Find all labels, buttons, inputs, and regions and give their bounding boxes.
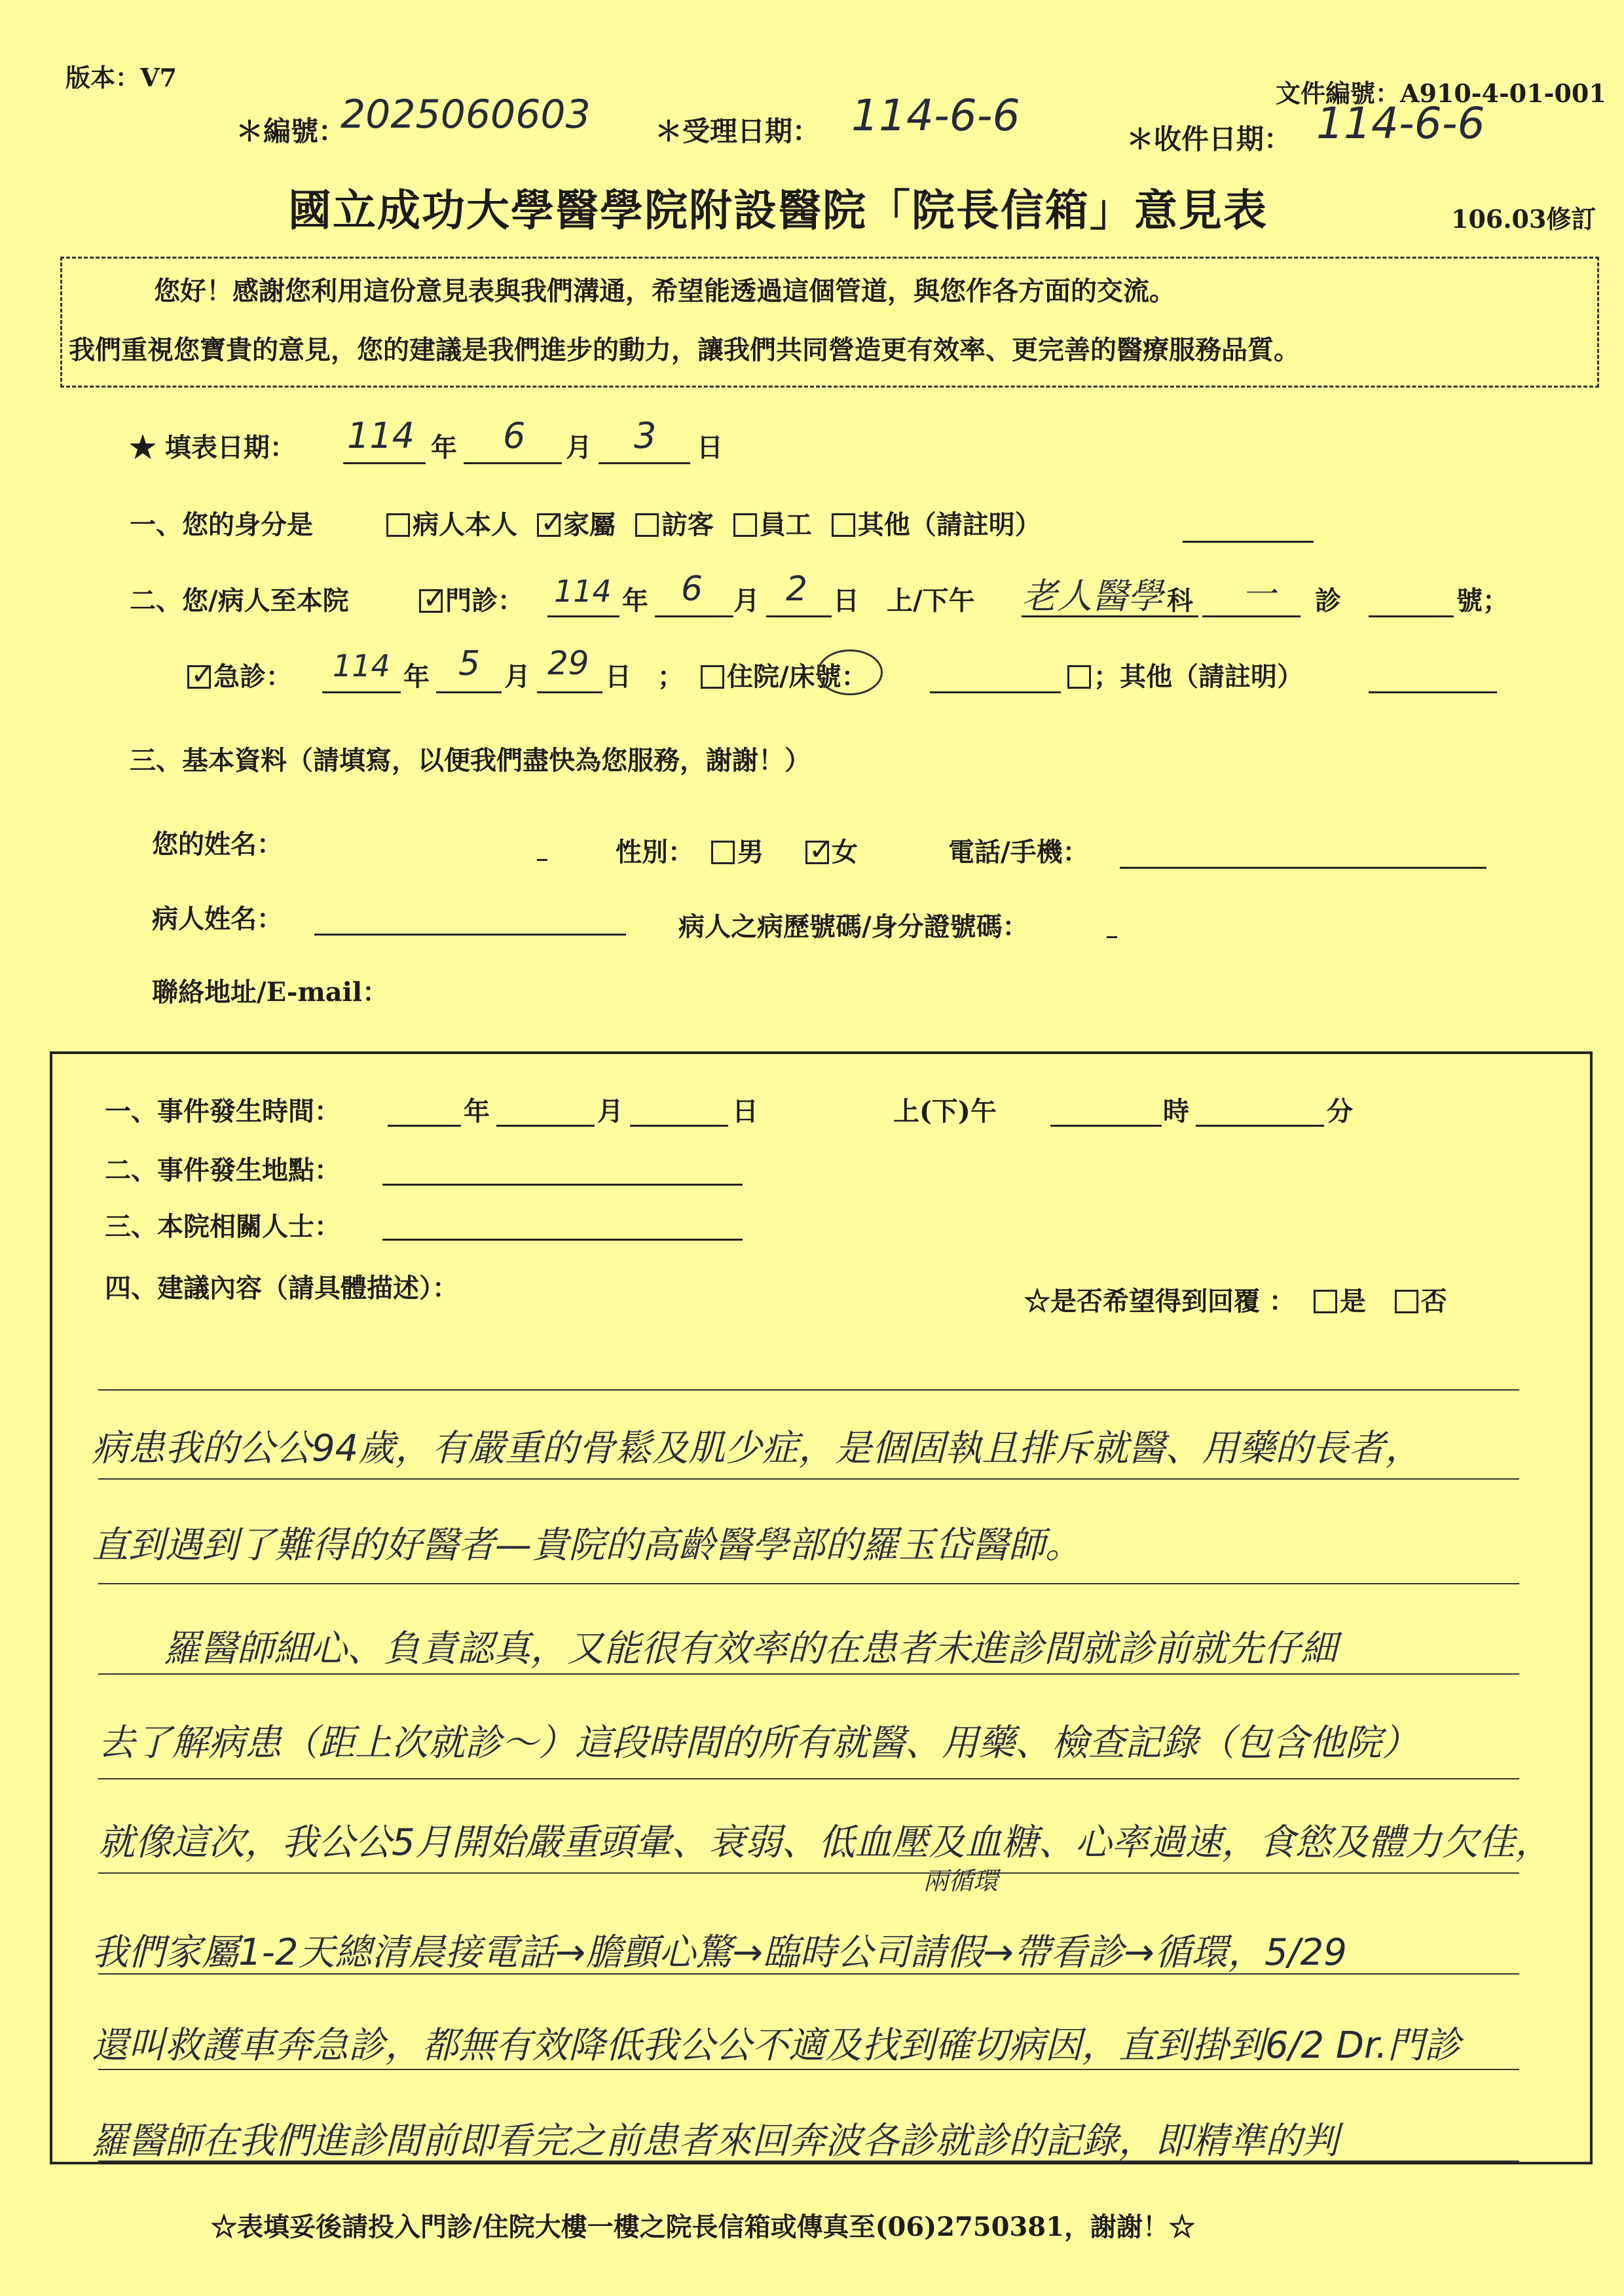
serial-label: ＊編號： — [236, 115, 346, 147]
bed-circle-mark — [817, 649, 883, 695]
reply-group — [1024, 1281, 1447, 1318]
check-mark-icon: ✓ — [422, 582, 447, 615]
revision-label: 106.03修訂 — [1451, 204, 1596, 234]
identity-checkbox-patient[interactable] — [386, 513, 410, 537]
number-unit: 號； — [1456, 585, 1509, 616]
identity-checkbox-other[interactable] — [832, 513, 855, 537]
incident-month-unit: 月 — [597, 1096, 623, 1127]
outpatient-year[interactable]: 114 — [554, 574, 612, 609]
intro-line-2: 我們重視您寶貴的意見，您的建議是我們進步的動力，讓我們共同營造更有效率、更完善的醫療服務品質。 — [69, 335, 1300, 365]
handwriting-line: 我們家屬1-2天總清晨接電話→膽顫心驚→臨時公司請假→帶看診→循環，5/29 — [92, 1931, 1347, 1974]
emergency-day[interactable]: 29 — [547, 644, 589, 682]
check-mark-icon: ✓ — [191, 658, 215, 691]
clinic-value[interactable]: 一 — [1242, 575, 1276, 615]
outpatient-month[interactable]: 6 — [681, 570, 703, 609]
incident-place-label: 二、事件發生地點： — [105, 1155, 341, 1186]
your-name-field[interactable] — [537, 859, 547, 861]
intro-box — [60, 257, 1599, 388]
emergency-month-unit: 月 — [504, 661, 530, 692]
patient-name-field[interactable] — [314, 934, 626, 936]
incident-day-unit: 日 — [732, 1096, 758, 1127]
incident-minute-unit: 分 — [1327, 1096, 1353, 1127]
incident-place-field[interactable] — [382, 1184, 743, 1186]
department-unit: 科 — [1167, 585, 1193, 616]
fill-date-month-unit: 月 — [566, 432, 592, 463]
phone-field[interactable] — [1120, 867, 1486, 869]
intro-line-1: 您好！感謝您利用這份意見表與我們溝通，希望能透過這個管道，與您作各方面的交流。 — [154, 276, 1175, 306]
outpatient-year-unit: 年 — [622, 585, 648, 616]
handwriting-line: 直到遇到了難得的好醫者—貴院的高齡醫學部的羅玉岱醫師。 — [92, 1524, 1082, 1567]
identity-checkbox-family[interactable] — [537, 506, 564, 539]
outpatient-group — [419, 580, 524, 617]
serial-value[interactable]: 2025060603 — [341, 92, 591, 137]
emergency-group — [187, 656, 292, 693]
emergency-month[interactable]: 5 — [458, 644, 481, 683]
gender-label: 性別： — [616, 837, 694, 867]
your-name-label: 您的姓名： — [152, 829, 283, 860]
department-value[interactable]: 老人醫學 — [1022, 575, 1163, 617]
reply-yes-label: 是 — [1339, 1286, 1366, 1317]
identity-label: 一、您的身分是 — [130, 509, 313, 540]
incident-time-label: 一、事件發生時間： — [105, 1096, 341, 1127]
identity-option-family: 家屬 — [563, 509, 616, 540]
fill-date-label: ★ 填表日期： — [130, 432, 296, 463]
clinic-unit: 診 — [1315, 585, 1341, 616]
outpatient-checkbox[interactable] — [419, 582, 447, 615]
other-visit-label: ；其他（請註明） — [1094, 661, 1303, 692]
visit-label: 二、您/病人至本院 — [130, 585, 349, 616]
emergency-day-unit: 日 — [605, 661, 631, 692]
emergency-semicolon: ； — [657, 661, 684, 692]
emergency-year-unit: 年 — [403, 661, 430, 692]
handwriting-line: 去了解病患（距上次就診～）這段時間的所有就醫、用藥、檢查記錄（包含他院） — [98, 1722, 1418, 1764]
patient-id-field[interactable] — [1107, 936, 1117, 938]
outpatient-day-unit: 日 — [833, 585, 859, 616]
identity-options — [386, 504, 1041, 541]
incident-person-label: 三、本院相關人士： — [105, 1211, 341, 1242]
accept-date-value[interactable]: 114-6-6 — [851, 90, 1020, 141]
check-mark-icon: ✓ — [808, 833, 833, 867]
fill-date-year-unit: 年 — [431, 432, 457, 463]
incident-year-unit: 年 — [464, 1096, 490, 1127]
handwriting-line: 羅醫師在我們進診間前即看完之前患者來回奔波各診就診的記錄，即精準的判 — [92, 2120, 1338, 2162]
version-label: 版本：V7 — [65, 63, 177, 92]
receive-date-label: ＊收件日期： — [1126, 123, 1292, 155]
gender-male-checkbox[interactable] — [711, 841, 735, 864]
incident-content-label: 四、建議內容（請具體描述）： — [105, 1273, 458, 1303]
other-visit-group — [1067, 656, 1303, 693]
emergency-year[interactable]: 114 — [333, 648, 390, 683]
fill-date-year[interactable]: 114 — [347, 415, 415, 456]
handwriting-note: 兩循環 — [923, 1867, 999, 1895]
gender-options — [711, 831, 858, 869]
accept-date-label: ＊受理日期： — [655, 115, 821, 147]
identity-option-patient: 病人本人 — [413, 509, 517, 540]
gender-male-label: 男 — [737, 837, 764, 867]
document-number: 文件編號：A910-4-01-001 — [1276, 79, 1606, 108]
incident-person-field[interactable] — [382, 1239, 743, 1241]
identity-checkbox-visitor[interactable] — [635, 513, 659, 537]
emergency-checkbox[interactable] — [187, 658, 215, 691]
address-label: 聯絡地址/E-mail： — [152, 977, 389, 1008]
outpatient-label: 門診： — [445, 585, 524, 616]
identity-option-visitor: 訪客 — [661, 509, 714, 540]
receive-date-value[interactable]: 114-6-6 — [1316, 98, 1485, 149]
reply-yes-checkbox[interactable] — [1314, 1290, 1337, 1313]
inpatient-checkbox[interactable] — [701, 665, 724, 689]
handwriting-line: 就像這次，我公公5月開始嚴重頭暈、衰弱、低血壓及血糖、心率過速，食慾及體力欠佳， — [98, 1821, 1552, 1864]
incident-ampm-label: 上(下)午 — [893, 1096, 997, 1127]
fill-date-day-unit: 日 — [697, 432, 723, 463]
outpatient-month-unit: 月 — [733, 585, 760, 616]
identity-option-staff: 員工 — [759, 509, 812, 540]
handwriting-line: 病患我的公公94歲，有嚴重的骨鬆及肌少症，是個固執且排斥就醫、用藥的長者， — [92, 1427, 1422, 1470]
check-mark-icon: ✓ — [540, 506, 564, 539]
reply-no-checkbox[interactable] — [1395, 1290, 1418, 1313]
gender-female-checkbox[interactable] — [805, 833, 833, 867]
other-visit-checkbox[interactable] — [1067, 665, 1091, 689]
emergency-label: 急診： — [213, 661, 292, 692]
handwriting-line: 還叫救護車奔急診，都無有效降低我公公不適及找到確切病因，直到掛到6/2 Dr.門診 — [92, 2024, 1461, 2067]
fill-date-day[interactable]: 3 — [634, 415, 657, 456]
handwriting-line: 羅醫師細心、負責認真，又能很有效率的在患者未進診間就診前就先仔細 — [164, 1628, 1337, 1670]
inpatient-label: 住院/床號： — [727, 661, 868, 692]
patient-name-label: 病人姓名： — [152, 903, 283, 934]
phone-label: 電話/手機： — [948, 837, 1089, 867]
reply-no-label: 否 — [1420, 1286, 1447, 1317]
ampm-label: 上/下午 — [887, 585, 975, 616]
gender-female-label: 女 — [831, 837, 858, 867]
form-title: 國立成功大學醫學院附設醫院「院長信箱」意見表 — [288, 185, 1268, 236]
identity-checkbox-staff[interactable] — [733, 513, 757, 537]
incident-hour-unit: 時 — [1163, 1096, 1189, 1127]
basic-info-label: 三、基本資料（請填寫，以便我們盡快為您服務，謝謝！） — [130, 745, 811, 776]
identity-option-other: 其他（請註明） — [857, 509, 1041, 540]
fill-date-month[interactable]: 6 — [503, 415, 526, 456]
patient-id-label: 病人之病歷號碼/身分證號碼： — [678, 911, 1029, 942]
reply-label: ☆是否希望得到回覆 ： — [1024, 1286, 1295, 1317]
outpatient-day[interactable]: 2 — [786, 570, 808, 609]
footer-instruction: ☆表填妥後請投入門診/住院大樓一樓之院長信箱或傳真至(06)2750381，謝謝！☆ — [211, 2212, 1195, 2242]
